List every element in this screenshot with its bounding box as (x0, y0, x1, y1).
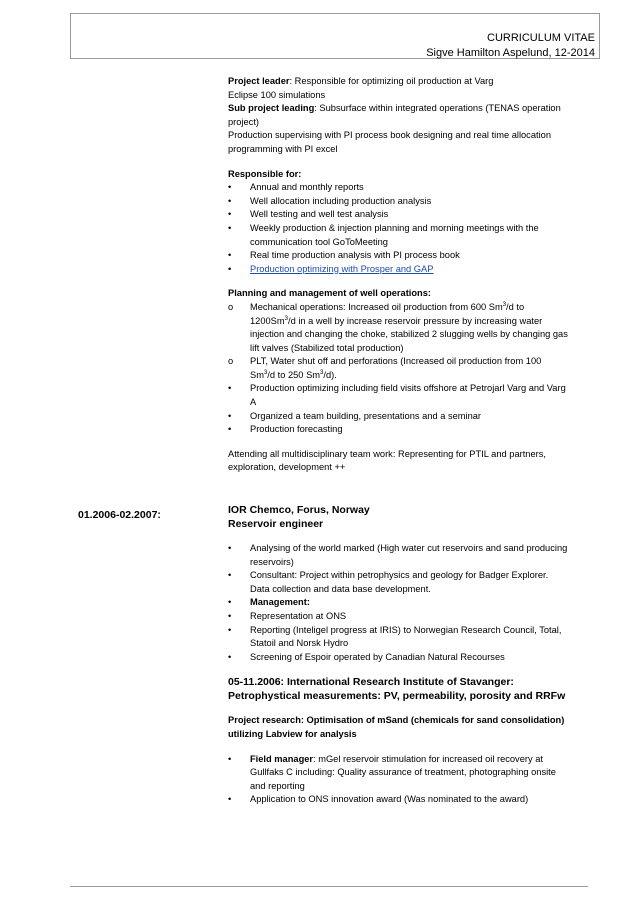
list-item: o PLT, Water shut off and perforations (Increased oil production from 100 Sm$^3$/d to 250 Sm$^3$/d). (228, 356, 542, 380)
planning-list (228, 301, 568, 437)
list-item: o Mechanical operations: Increased oil production from 600 Sm$^3$/d to 1200Sm$^3$/d in a well by increase reservoir pressure by increasing water injection and changing the choke, stabilized 2 slugging wells by changing gas lift valves (Stabilized total production) (228, 301, 568, 353)
list-item: • Screening of Espoir operated by Canadian Natural Recourses (228, 651, 568, 665)
list-item: • Production forecasting (228, 423, 568, 437)
list-item: • Weekly production & injection planning and morning meetings with the communication tool GoToMeeting (228, 222, 539, 247)
main-content (228, 75, 568, 807)
bullet-marker: • (228, 250, 232, 261)
bullet-marker: • (228, 195, 232, 206)
list-item: • Application to ONS innovation award (Was nominated to the award) (228, 793, 568, 807)
bullet-marker: • (228, 383, 232, 394)
list-item[interactable] (228, 263, 568, 277)
cv-title: CURRICULUM VITAE (487, 32, 595, 44)
iris-subheading: Petrophystical measurements: PV, permeability, porosity and RRFw (228, 690, 566, 703)
bullet-marker: • (228, 794, 232, 805)
bullet-marker: • (228, 410, 232, 421)
list-item: • Well testing and well test analysis (228, 208, 568, 222)
project-leader-text: : Responsible for optimizing oil production at Varg (289, 76, 494, 86)
list-item: • Consultant: Project within petrophysics and geology for Badger Explorer. Data collection and data base development. (228, 570, 549, 594)
supervising-line: Production supervising with PI process book designing and real time allocation programming with PI excel (228, 130, 551, 154)
bullet-marker: • (228, 651, 232, 662)
attending-line: Attending all multidisciplinary team work: Representing for PTIL and partners, exploration, development ++ (228, 448, 546, 473)
bullet-marker: • (228, 222, 232, 233)
circle-marker: o (228, 356, 234, 367)
prosper-gap-link[interactable]: Production optimizing with Prosper and GAP (250, 263, 434, 274)
bullet-marker: • (228, 624, 232, 635)
project-leader-label: Project leader (228, 76, 290, 86)
list-item: • Analysing of the world marked (High water cut reservoirs and sand producing reservoirs) (228, 543, 568, 567)
list-item: • Reporting (Inteligel progress at IRIS) to Norwegian Research Council, Total, Statoil and Norsk Hydro (228, 624, 562, 649)
circle-marker: o (228, 301, 234, 312)
bullet-marker: • (228, 209, 232, 220)
list-item: • Management: (228, 596, 568, 610)
list-item: • Real time production analysis with PI process book (228, 249, 568, 263)
job-list (228, 542, 568, 664)
bullet-marker: • (228, 597, 232, 608)
project-leader-line (228, 75, 568, 89)
responsible-heading: Responsible for: (228, 168, 302, 179)
company-name: IOR Chemco, Forus, Norway (228, 504, 370, 517)
list-item: • Field manager: mGel reservoir stimulation for increased oil recovery at Gullfaks C including: Quality assurance of treatment, photographing onsite and reporting (228, 753, 556, 791)
job-date: 01.2006-02.2007: (78, 509, 161, 521)
cv-name-date: Sigve Hamilton Aspelund, 12-2014 (426, 47, 595, 59)
bullet-marker: • (228, 263, 232, 274)
header-box (70, 13, 600, 59)
bullet-marker: • (228, 182, 232, 193)
planning-heading: Planning and management of well operations: (228, 288, 432, 299)
bullet-marker: • (228, 611, 232, 621)
list-item: • Annual and monthly reports (228, 181, 568, 195)
job-role: Reservoir engineer (228, 518, 324, 531)
list-item: • Organized a team building, presentations and a seminar (228, 410, 568, 424)
project-research: Project research: Optimisation of mSand (chemicals for sand consolidation) utilizing Labview for analysis (228, 715, 565, 739)
sub-project-line (228, 102, 568, 129)
list-item: • Well allocation including production analysis (228, 195, 568, 209)
sub-project-text: : Subsurface within integrated operations (TENAS operation project) (228, 103, 561, 127)
eclipse-line: Eclipse 100 simulations (228, 89, 326, 100)
sub-project-label: Sub project leading (228, 103, 315, 114)
bullet-marker: • (228, 424, 232, 435)
list-item: • Production optimizing including field visits offshore at Petrojarl Varg and Varg A (228, 383, 566, 408)
bullet-marker: • (228, 753, 232, 764)
list-item: • Representation at ONS (228, 610, 568, 624)
responsible-list (228, 181, 568, 276)
footer-divider (70, 886, 588, 887)
bullet-marker: • (228, 570, 232, 581)
bullet-marker: • (228, 543, 232, 554)
iris-heading: 05-11.2006: International Research Institute of Stavanger: (228, 676, 514, 689)
iris-list (228, 753, 568, 807)
